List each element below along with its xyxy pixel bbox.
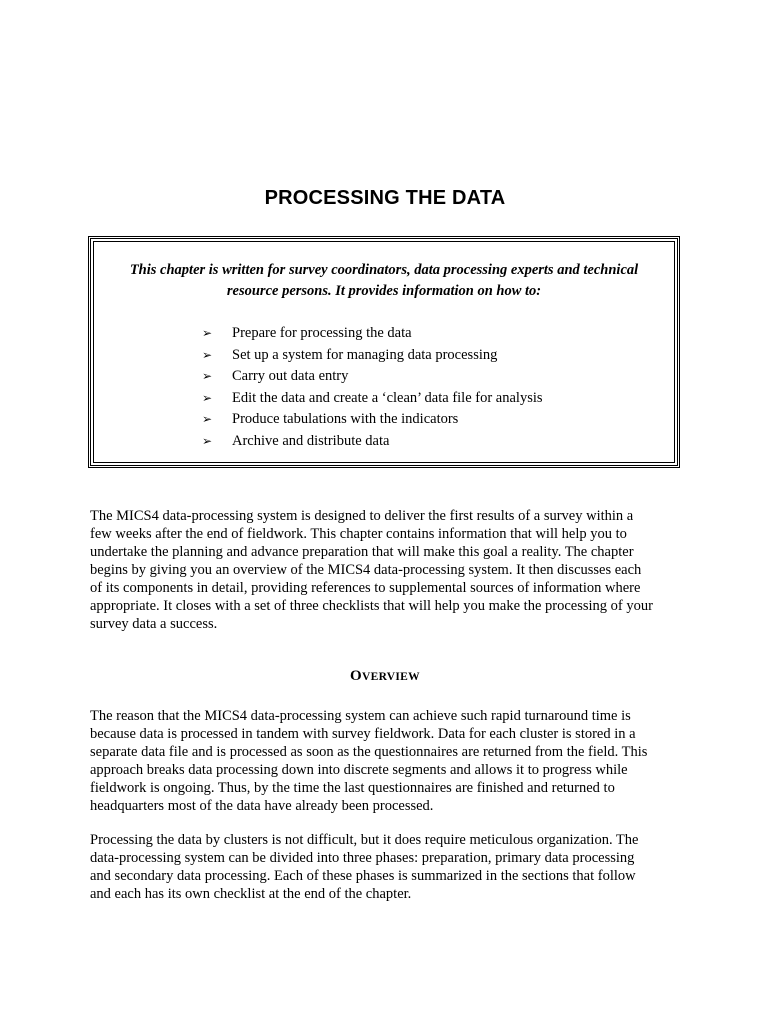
paragraph-line: The MICS4 data-processing system is designed to deliver the first results of a survey within a [90, 508, 634, 524]
list-item-text: Prepare for processing the data [232, 325, 412, 341]
overview-heading [0, 668, 770, 685]
overview-paragraph-2 [90, 831, 690, 903]
paragraph-line: because data is processed in tandem with survey fieldwork. Data for each cluster is stored in a [90, 726, 636, 742]
paragraph-line: fieldwork is ongoing. Thus, by the time the last questionnaires are finished and returned to [90, 780, 615, 796]
intro-line-2: resource persons. It provides information on how to: [226, 283, 542, 299]
paragraph-line: and each has its own checklist at the end of the chapter. [90, 886, 412, 902]
overview-heading-rest: VERVIEW [362, 671, 420, 683]
list-item [202, 366, 543, 388]
paragraph-line: begins by giving you an overview of the MICS4 data-processing system. It then discusses each [90, 562, 642, 578]
chapter-audience-intro [94, 260, 674, 302]
list-item [202, 345, 543, 367]
overview-paragraph-1 [90, 707, 690, 815]
arrow-bullet-icon: ➢ [202, 369, 213, 383]
paragraph-line: The reason that the MICS4 data-processing system can achieve such rapid turnaround time is [90, 708, 631, 724]
intro-paragraph [90, 507, 690, 633]
list-item [202, 323, 543, 345]
paragraph-line: approach breaks data processing down into discrete segments and allows it to progress while [90, 762, 628, 778]
paragraph-line: Processing the data by clusters is not difficult, but it does require meticulous organization. The [90, 832, 639, 848]
arrow-bullet-icon: ➢ [202, 390, 213, 405]
chapter-summary-box [88, 236, 680, 468]
overview-heading-initial: O [350, 668, 363, 684]
chapter-topics-list [202, 323, 543, 452]
list-item-text: Set up a system for managing data processing [232, 346, 498, 363]
list-item-text: Edit the data and create a ‘clean’ data file for analysis [232, 389, 543, 406]
list-item [202, 388, 543, 410]
arrow-bullet-icon: ➢ [202, 326, 213, 340]
arrow-bullet-icon: ➢ [202, 433, 213, 448]
list-item-text: Archive and distribute data [232, 432, 390, 449]
arrow-bullet-icon: ➢ [202, 412, 213, 426]
page-title: PROCESSING THE DATA [264, 187, 506, 209]
paragraph-line: undertake the planning and advance preparation that will make this goal a reality. The chapter [90, 544, 634, 560]
paragraph-line: appropriate. It closes with a set of three checklists that will help you make the processing of your [90, 598, 653, 614]
paragraph-line: separate data file and is processed as soon as the questionnaires are returned from the field. This [90, 744, 648, 760]
list-item [202, 431, 543, 453]
paragraph-line: and secondary data processing. Each of these phases is summarized in the sections that follow [90, 868, 636, 884]
paragraph-line: data-processing system can be divided into three phases: preparation, primary data processing [90, 850, 635, 866]
intro-line-1: This chapter is written for survey coordinators, data processing experts and technical [129, 262, 639, 278]
list-item [202, 409, 543, 431]
list-item-text: Carry out data entry [232, 368, 349, 384]
paragraph-line: survey data a success. [90, 616, 218, 632]
list-item-text: Produce tabulations with the indicators [232, 411, 459, 427]
paragraph-line: of its components in detail, providing references to supplemental sources of information where [90, 580, 641, 596]
paragraph-line: headquarters most of the data have already been processed. [90, 798, 434, 814]
paragraph-line: few weeks after the end of fieldwork. This chapter contains information that will help you to [90, 526, 627, 542]
arrow-bullet-icon: ➢ [202, 347, 213, 362]
chapter-summary-box-inner-border [93, 241, 675, 463]
